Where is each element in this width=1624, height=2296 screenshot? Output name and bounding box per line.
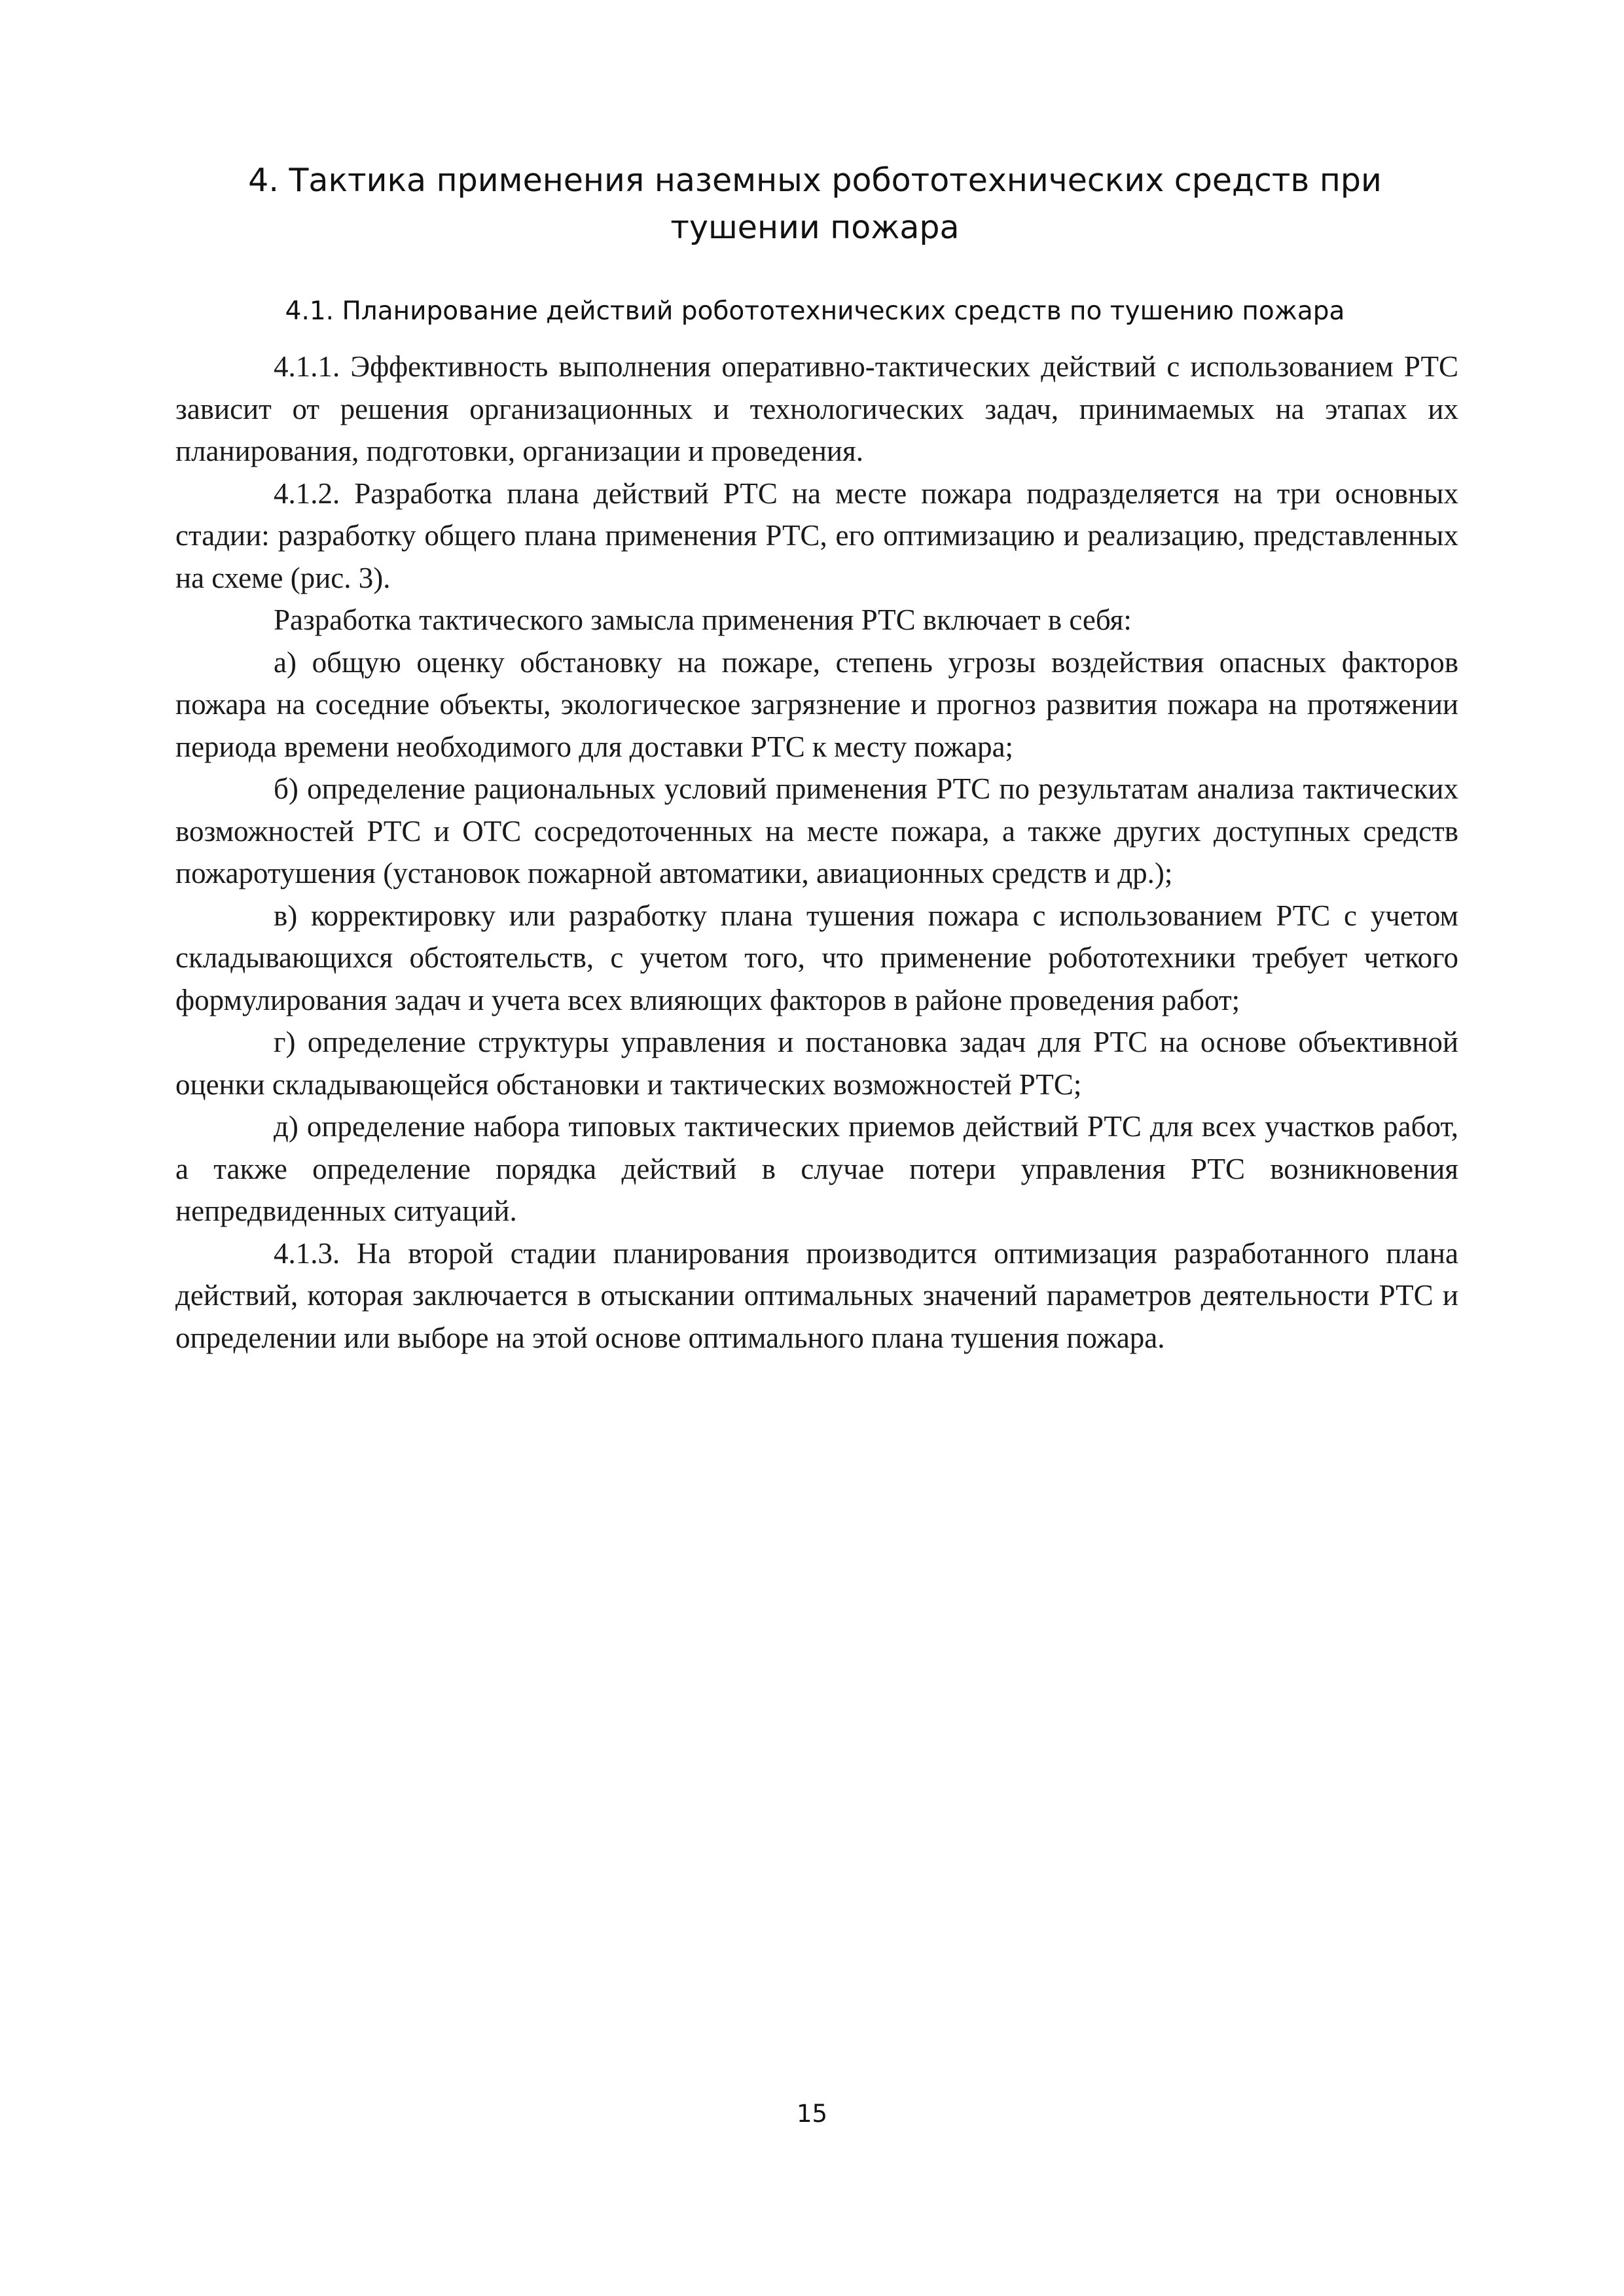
section-heading: 4. Тактика применения наземных робототехнических средств при тушении пожара: [248, 162, 1382, 246]
subsection-heading: 4.1. Планирование действий робототехнических средств по тушению пожара: [285, 296, 1345, 326]
list-item-d: д) определение набора типовых тактических приемов действий РТС для всех участков работ, а также определение порядка действий в случае потери управления РТС возникновения непредвиденных ситуаций.: [175, 1110, 1458, 1227]
paragraph-4-1-1: 4.1.1. Эффективность выполнения оперативно-тактических действий с использованием РТС зависит от решения организационных и технологических задач, принимаемых на этапах их планирования, подготовки, организации и проведения.: [175, 350, 1458, 467]
list-item-b: б) определение рациональных условий применения РТС по результатам анализа тактических возможностей РТС и ОТС сосредоточенных на месте пожара, а также других доступных средств пожаротушения (установок пожарной автоматики, авиационных средств и др.);: [175, 772, 1458, 889]
paragraph-4-1-2: 4.1.2. Разработка плана действий РТС на месте пожара подразделяется на три основных стадии: разработку общего плана применения РТС, его оптимизацию и реализацию, представленных на схеме (рис. 3).: [175, 476, 1458, 594]
list-item-a: а) общую оценку обстановку на пожаре, степень угрозы воздействия опасных факторов пожара на соседние объекты, экологическое загрязнение и прогноз развития пожара на протяжении периода времени необходимого для доставки РТС к месту пожара;: [175, 645, 1458, 763]
paragraph-4-1-3: 4.1.3. На второй стадии планирования производится оптимизация разработанного плана действий, которая заключается в отыскании оптимальных значений параметров деятельности РТС и определении или выборе на этой основе оптимального плана тушения пожара.: [175, 1236, 1458, 1354]
body-text: [175, 346, 1458, 1359]
paragraph-intro-list: Разработка тактического замысла применения РТС включает в себя:: [274, 603, 1132, 636]
list-item-g: г) определение структуры управления и постановка задач для РТС на основе объективной оценки складывающейся обстановки и тактических возможностей РТС;: [175, 1026, 1458, 1101]
list-item-v: в) корректировку или разработку плана тушения пожара с использованием РТС с учетом складывающихся обстоятельств, с учетом того, что применение робототехники требует четкого формулирования задач и учета всех влияющих факторов в районе проведения работ;: [175, 899, 1458, 1016]
page-number: 15: [796, 2100, 828, 2128]
